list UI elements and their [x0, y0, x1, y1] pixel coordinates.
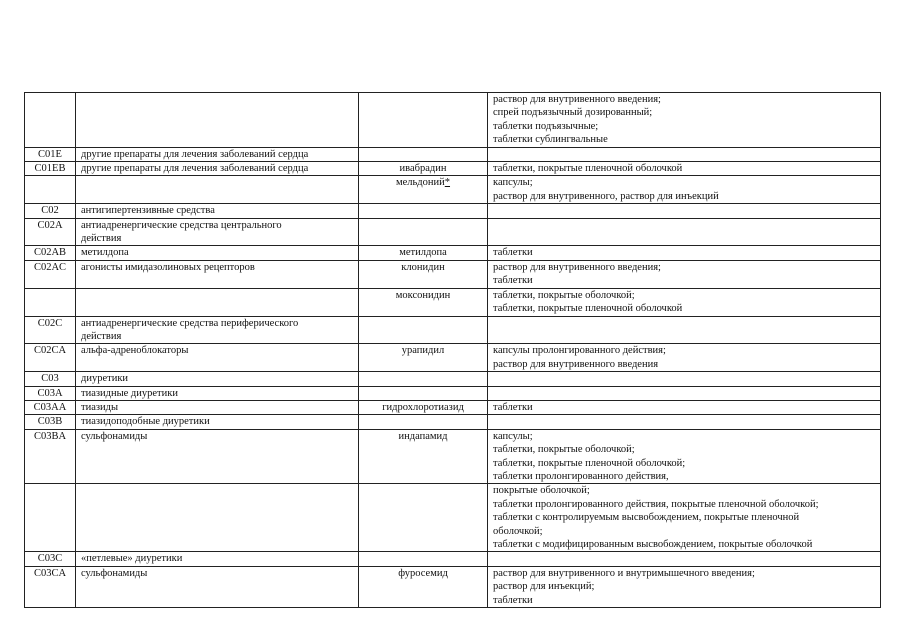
drug-name-cell	[359, 484, 488, 552]
dosage-form-line: таблетки с контролируемым высвобождением, покрытые пленочной	[493, 512, 800, 524]
dosage-form-line: таблетки пролонгированного действия,	[493, 470, 669, 482]
atc-code: C03CA	[33, 567, 67, 579]
table-row	[25, 176, 881, 204]
dosage-forms-cell	[488, 288, 881, 316]
dosage-forms-cell	[488, 162, 881, 176]
drug-name-cell	[359, 566, 488, 607]
table-row	[25, 204, 881, 218]
dosage-forms-cell	[488, 246, 881, 260]
drug-mark: *	[444, 177, 451, 189]
table-row	[25, 415, 881, 429]
atc-code-cell	[25, 162, 76, 176]
group-name-line: сульфонамиды	[81, 567, 148, 579]
dosage-form-line: раствор для внутривенного введения;	[493, 261, 661, 273]
dosage-form-line: капсулы;	[493, 430, 533, 442]
group-name-cell	[76, 566, 359, 607]
dosage-form-line: таблетки подъязычные;	[493, 120, 599, 132]
table-row	[25, 93, 881, 148]
group-name-line: действия	[81, 330, 122, 342]
dosage-form-line: таблетки, покрытые оболочкой;	[493, 289, 635, 301]
group-name-cell	[76, 316, 359, 344]
group-name-cell	[76, 260, 359, 288]
dosage-form-line: покрытые оболочкой;	[493, 485, 590, 497]
dosage-form-line: таблетки	[493, 247, 533, 259]
drug-name: урапидил	[401, 345, 445, 357]
atc-code: C02AB	[33, 247, 67, 259]
table-body	[25, 93, 881, 608]
table-row	[25, 260, 881, 288]
dosage-forms-cell	[488, 260, 881, 288]
table-row	[25, 344, 881, 372]
dosage-form-line: таблетки с модифицированным высвобождением, покрытые оболочкой	[493, 539, 813, 550]
group-name-line: метилдопа	[81, 247, 129, 259]
group-name-cell	[76, 429, 359, 484]
table-row	[25, 147, 881, 161]
dosage-form-line: капсулы;	[493, 177, 533, 189]
atc-code: C02C	[37, 317, 63, 329]
dosage-form-line: таблетки	[493, 594, 533, 606]
table-row	[25, 386, 881, 400]
group-name-line: антиадренергические средства периферического	[81, 317, 299, 329]
atc-code: C03	[41, 373, 59, 385]
drug-name-cell	[359, 415, 488, 429]
atc-code-cell	[25, 316, 76, 344]
drug-name: индапамид	[398, 430, 448, 442]
atc-code: C02CA	[33, 345, 67, 357]
group-name-line: агонисты имидазолиновых рецепторов	[81, 261, 255, 273]
dosage-forms-cell	[488, 176, 881, 204]
atc-code-cell	[25, 344, 76, 372]
table-row	[25, 218, 881, 246]
drug-name-cell	[359, 218, 488, 246]
dosage-form-line: таблетки, покрытые пленочной оболочкой	[493, 303, 683, 315]
group-name-cell	[76, 484, 359, 552]
group-name-line: антигипертензивные средства	[81, 205, 215, 217]
drug-name-cell	[359, 147, 488, 161]
drug-name-cell	[359, 400, 488, 414]
atc-code: C03BA	[33, 430, 67, 442]
dosage-form-line: таблетки, покрытые пленочной оболочкой	[493, 163, 683, 175]
atc-code: C03B	[37, 416, 63, 428]
drug-name-cell	[359, 162, 488, 176]
group-name-cell	[76, 176, 359, 204]
atc-code: C01E	[38, 148, 62, 160]
atc-code: C02A	[37, 219, 63, 231]
group-name-line: тиазиды	[81, 401, 119, 413]
atc-code-cell	[25, 566, 76, 607]
dosage-form-line: оболочкой;	[493, 525, 543, 537]
dosage-forms-cell	[488, 147, 881, 161]
drug-name-cell	[359, 429, 488, 484]
group-name-line: тиазидоподобные диуретики	[81, 416, 210, 428]
atc-code-cell	[25, 147, 76, 161]
dosage-forms-cell	[488, 372, 881, 386]
dosage-forms-cell	[488, 316, 881, 344]
atc-code: C03A	[37, 387, 63, 399]
dosage-form-line: таблетки, покрытые пленочной оболочкой;	[493, 457, 686, 469]
group-name-cell	[76, 288, 359, 316]
drug-name-cell	[359, 176, 488, 204]
atc-code-cell	[25, 372, 76, 386]
atc-code-cell	[25, 246, 76, 260]
drug-name-cell	[359, 316, 488, 344]
drug-name: моксонидин	[395, 289, 451, 301]
drug-name-cell	[359, 344, 488, 372]
group-name-line: другие препараты для лечения заболеваний сердца	[81, 163, 309, 175]
group-name-line: «петлевые» диуретики	[81, 553, 183, 565]
table-row	[25, 429, 881, 484]
atc-code-cell	[25, 386, 76, 400]
atc-code: C01EB	[34, 163, 66, 175]
dosage-form-line: раствор для внутривенного введения	[493, 358, 659, 370]
dosage-forms-cell	[488, 218, 881, 246]
group-name-line: сульфонамиды	[81, 430, 148, 442]
atc-code: C03AA	[33, 401, 67, 413]
group-name-cell	[76, 372, 359, 386]
group-name-cell	[76, 400, 359, 414]
dosage-forms-cell	[488, 386, 881, 400]
atc-code-cell	[25, 400, 76, 414]
atc-code-cell	[25, 415, 76, 429]
dosage-forms-cell	[488, 429, 881, 484]
atc-code-cell	[25, 204, 76, 218]
atc-code: C02	[41, 205, 59, 217]
drug-name: метилдопа	[399, 247, 447, 259]
dosage-form-line: раствор для внутривенного, раствор для инъекций	[493, 190, 719, 202]
table-row	[25, 566, 881, 607]
group-name-cell	[76, 147, 359, 161]
group-name-cell	[76, 552, 359, 566]
atc-code-cell	[25, 288, 76, 316]
atc-code-cell	[25, 260, 76, 288]
atc-code-cell	[25, 176, 76, 204]
drug-name: фуросемид	[398, 567, 448, 579]
dosage-forms-cell	[488, 204, 881, 218]
table-row	[25, 372, 881, 386]
dosage-forms-cell	[488, 344, 881, 372]
drug-name-cell	[359, 386, 488, 400]
atc-code: C03C	[37, 553, 63, 565]
drug-name-cell	[359, 372, 488, 386]
atc-code: C02AC	[33, 261, 67, 273]
dosage-forms-cell	[488, 484, 881, 552]
table-row	[25, 400, 881, 414]
dosage-forms-cell	[488, 566, 881, 607]
group-name-line: другие препараты для лечения заболеваний сердца	[81, 148, 309, 160]
group-name-cell	[76, 415, 359, 429]
drug-name-cell	[359, 260, 488, 288]
group-name-cell	[76, 246, 359, 260]
group-name-cell	[76, 204, 359, 218]
table-row	[25, 162, 881, 176]
atc-code-cell	[25, 218, 76, 246]
group-name-cell	[76, 344, 359, 372]
dosage-form-line: таблетки	[493, 401, 533, 413]
group-name-cell	[76, 218, 359, 246]
dosage-form-line: таблетки	[493, 275, 533, 287]
group-name-line: тиазидные диуретики	[81, 387, 178, 399]
dosage-forms-cell	[488, 400, 881, 414]
drug-name-cell	[359, 93, 488, 148]
dosage-form-line: раствор для внутривенного и внутримышечного введения;	[493, 567, 755, 579]
dosage-form-line: таблетки сублингвальные	[493, 134, 608, 146]
atc-code-cell	[25, 429, 76, 484]
dosage-form-line: таблетки, покрытые оболочкой;	[493, 444, 635, 456]
drug-name-cell	[359, 204, 488, 218]
group-name-cell	[76, 162, 359, 176]
table-row	[25, 316, 881, 344]
dosage-form-line: раствор для инъекций;	[493, 581, 595, 593]
dosage-forms-cell	[488, 93, 881, 148]
table-row	[25, 246, 881, 260]
table-row	[25, 484, 881, 552]
table-row	[25, 552, 881, 566]
atc-code-cell	[25, 93, 76, 148]
drug-name-cell	[359, 552, 488, 566]
drug-name: клонидин	[401, 261, 445, 273]
dosage-form-line: спрей подъязычный дозированный;	[493, 107, 653, 119]
dosage-form-line: таблетки пролонгированного действия, покрытые пленочной оболочкой;	[493, 498, 819, 510]
atc-code-cell	[25, 552, 76, 566]
dosage-forms-cell	[488, 552, 881, 566]
drug-name: мельдоний	[395, 177, 445, 189]
drug-classification-table	[24, 92, 881, 608]
group-name-line: альфа-адреноблокаторы	[81, 345, 189, 357]
dosage-form-line: раствор для внутривенного введения;	[493, 94, 661, 105]
drug-name: ивабрадин	[399, 163, 447, 175]
group-name-cell	[76, 93, 359, 148]
group-name-line: антиадренергические средства центрального	[81, 219, 282, 231]
dosage-form-line: капсулы пролонгированного действия;	[493, 345, 666, 357]
group-name-cell	[76, 386, 359, 400]
table-row	[25, 288, 881, 316]
group-name-line: действия	[81, 233, 122, 245]
drug-name-cell	[359, 288, 488, 316]
group-name-line: диуретики	[81, 373, 129, 385]
atc-code-cell	[25, 484, 76, 552]
drug-name: гидрохлоротиазид	[382, 401, 464, 413]
drug-name-cell	[359, 246, 488, 260]
dosage-forms-cell	[488, 415, 881, 429]
